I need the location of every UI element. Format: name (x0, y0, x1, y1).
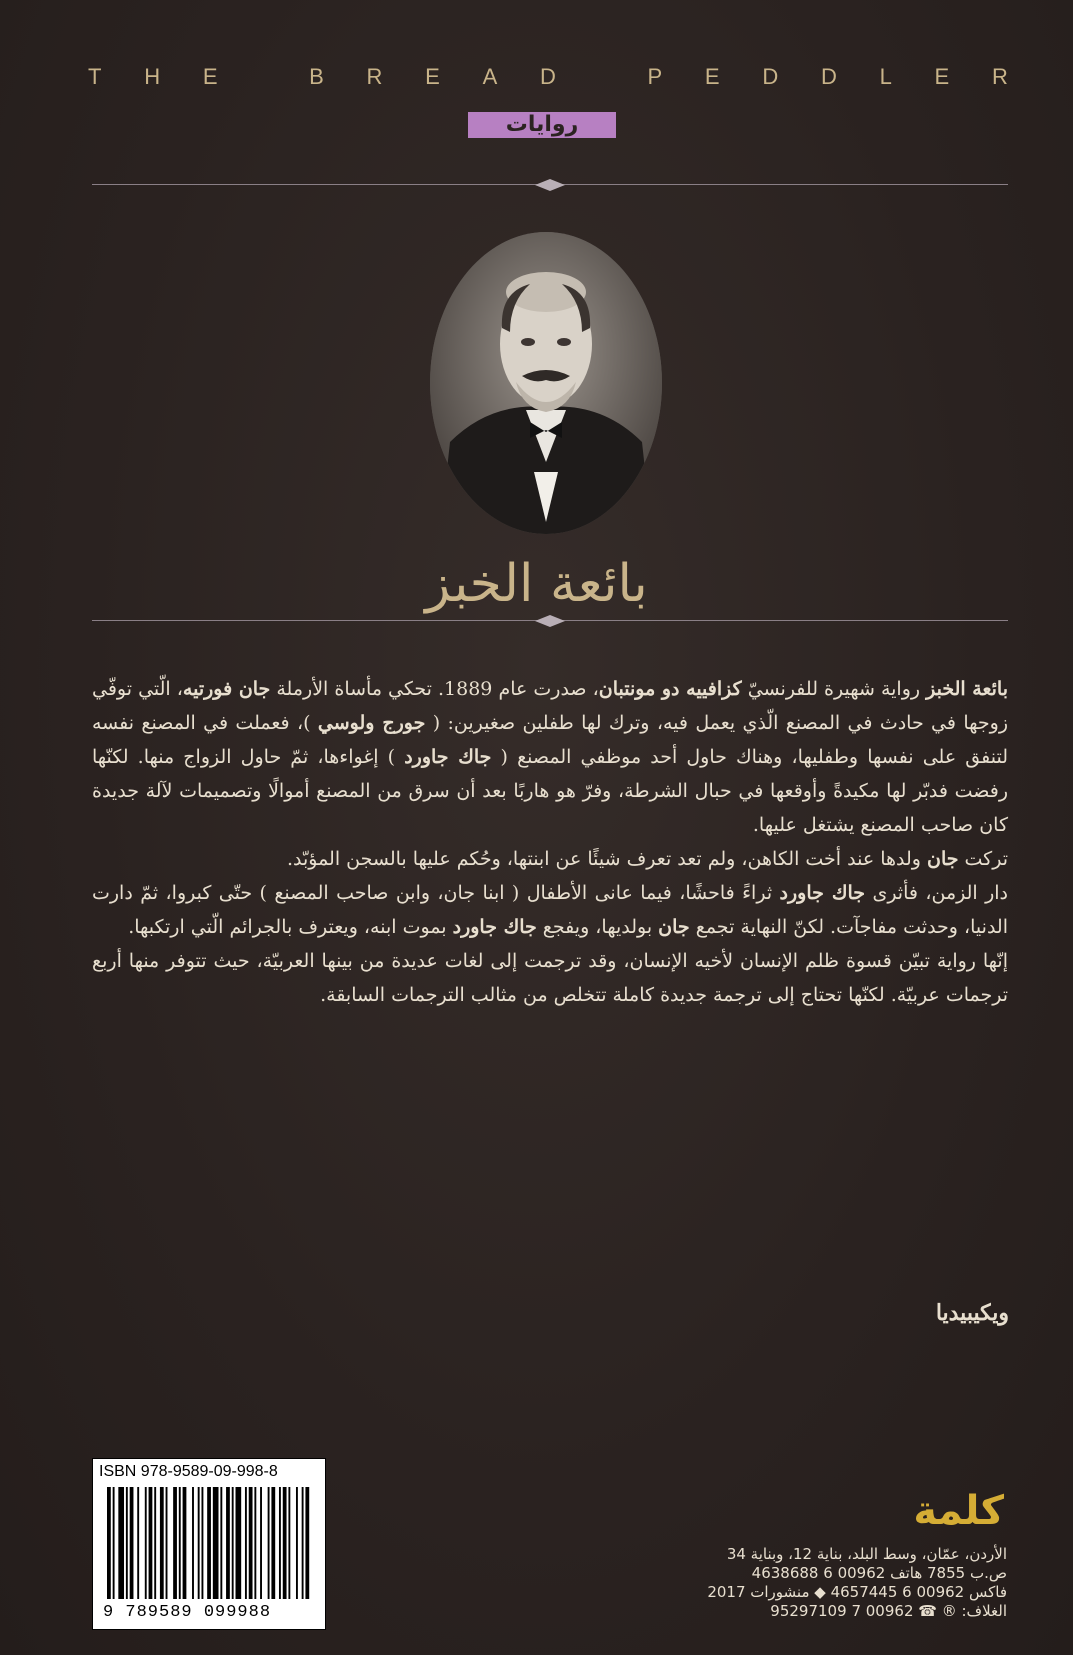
barcode-bar (305, 1487, 309, 1599)
isbn-barcode (92, 1458, 326, 1630)
text-run: ، صدرت عام 1889. تحكي مأساة الأرملة (270, 678, 599, 700)
title-letter: E (202, 64, 218, 89)
highlighted-name: جان فورتيه (182, 678, 271, 700)
text-run: بموت ابنه، ويعترف بالجرائم الّتي ارتكبها. (128, 916, 453, 938)
top-divider (92, 178, 1008, 192)
barcode-bar (198, 1487, 200, 1599)
title-letter: A (482, 64, 498, 89)
title-letter: R (366, 64, 383, 89)
barcode-bar (130, 1487, 134, 1599)
publisher-line: الأردن، عمّان، وسط البلد، بناية 12، وبناية 34 (726, 1545, 1007, 1563)
title-letter (599, 64, 605, 90)
publisher-logo: كلمة (913, 1488, 1004, 1534)
highlighted-name: جاك جاورد (779, 882, 866, 904)
title-letter: D (762, 64, 779, 89)
barcode-bar (201, 1487, 203, 1599)
text-run: ثراءً فاحشًا، فيما عانى الأطفال ( ابنا جان، وابن صاحب المصنع ) حتّى كبروا، ثمّ دارت الدنيا، وحدثت مفاجآت. لكنّ النهاية تجمع (92, 882, 1008, 938)
barcode-bar (220, 1487, 222, 1599)
barcode-bar (137, 1487, 139, 1599)
barcode-bar (260, 1487, 262, 1599)
barcode-bar (254, 1487, 256, 1599)
isbn-digits: 9 789589 099988 (103, 1603, 272, 1622)
barcode-bar (207, 1487, 211, 1599)
text-run: ، الّتي توفّي زوجها في حادث في المصنع الّذي يعمل فيه، وترك لها طفلين صغيرين: ( (92, 678, 1008, 734)
title-letter: E (704, 64, 720, 89)
barcode-icon (107, 1487, 313, 1599)
barcode-bar (107, 1487, 111, 1599)
title-letter (260, 64, 266, 90)
barcode-bar (296, 1487, 298, 1599)
barcode-bar (118, 1487, 124, 1599)
barcode-bar (249, 1487, 253, 1599)
barcode-bar (232, 1487, 234, 1599)
text-run: ) إغواءها، ثمّ حاول الزواج منها. لكنّها رفضت فدبّر لها مكيدةً وأوقعها في حبال الشرطة، وفرّ هو هاربًا بعد أن سرق من المصنع أموالًا وتصميمات لآلة جديدة كان صاحب المصنع يشتغل عليها. (92, 746, 1008, 836)
highlighted-name: بائعة الخبز (926, 678, 1009, 700)
highlighted-name: جاك جاورد (452, 916, 537, 938)
barcode-bar (268, 1487, 270, 1599)
barcode-bar (179, 1487, 181, 1599)
barcode-bar (226, 1487, 230, 1599)
english-title (88, 64, 1008, 90)
barcode-bar (279, 1487, 281, 1599)
diamond-ornament-icon (535, 179, 565, 191)
barcode-bar (288, 1487, 290, 1599)
publisher-info (627, 1545, 1007, 1621)
highlighted-name: جورج ولوسي (317, 712, 426, 734)
portrait-illustration-icon (430, 232, 662, 534)
title-letter: D (539, 64, 556, 89)
barcode-bar (302, 1487, 304, 1599)
blurb-paragraph-1 (92, 672, 1008, 842)
publisher-line: فاكس 00962 6 4657445 ◆ منشورات 2017 (707, 1583, 1007, 1601)
highlighted-name: جان (926, 848, 959, 870)
title-letter: B (309, 64, 324, 89)
title-letter: L (879, 64, 892, 89)
barcode-bar (160, 1487, 164, 1599)
text-run: ولدها عند أخت الكاهن، ولم تعد تعرف شيئًا عن ابنتها، وحُكم عليها بالسجن المؤبّد. (286, 848, 927, 870)
barcode-bar (154, 1487, 156, 1599)
isbn-label: ISBN 978-9589-09-998-8 (99, 1463, 278, 1480)
text-run: تركت (958, 848, 1008, 870)
barcode-bar (113, 1487, 115, 1599)
arabic-book-title: بائعة الخبز (425, 554, 648, 614)
blurb-paragraph-3 (92, 876, 1008, 944)
barcode-bar (145, 1487, 147, 1599)
highlighted-name: كزافييه دو مونتبان (598, 678, 742, 700)
publisher-line: الغلاف: ® ☎ 00962 7 95297109 (770, 1602, 1007, 1620)
barcode-bar (283, 1487, 287, 1599)
blurb-paragraph-4 (92, 944, 1008, 1012)
title-letter: E (934, 64, 950, 89)
author-portrait (430, 232, 662, 534)
barcode-bar (126, 1487, 128, 1599)
barcode-bar (271, 1487, 275, 1599)
title-letter: R (991, 64, 1008, 89)
text-run: )، فعملت في المصنع نفسه لتنفق على نفسها وطفليها، وهناك حاول أحد موظفي المصنع ( (92, 712, 1008, 768)
barcode-bar (236, 1487, 242, 1599)
highlighted-name: جاك جاورد (404, 746, 492, 768)
blurb (92, 672, 1008, 1012)
text-run: رواية شهيرة للفرنسيّ (741, 678, 927, 700)
blurb-paragraph-2 (92, 842, 1008, 876)
middle-divider (92, 614, 1008, 628)
barcode-bar (173, 1487, 177, 1599)
title-letter: P (647, 64, 663, 89)
barcode-bar (192, 1487, 194, 1599)
title-letter: E (425, 64, 440, 89)
title-letter: D (820, 64, 837, 89)
series-badge: روايات (468, 112, 616, 138)
highlighted-name: جان (658, 916, 690, 938)
barcode-bar (149, 1487, 153, 1599)
barcode-bar (183, 1487, 187, 1599)
text-run: بولديها، ويفجع (536, 916, 659, 938)
publisher-line: ص.ب 7855 هاتف 00962 6 4638688 (751, 1564, 1007, 1582)
title-letter: T (88, 64, 102, 89)
title-letter: H (144, 64, 161, 89)
text-run: دار الزمن، فأثرى (865, 882, 1009, 904)
blurb-source: ويكيبيديا (935, 1300, 1009, 1326)
diamond-ornament-icon (535, 615, 565, 627)
barcode-bar (245, 1487, 247, 1599)
text-run: إنّها رواية تبيّن قسوة ظلم الإنسان لأخيه الإنسان، وقد ترجمت إلى لغات عديدة من بينها العربيّة، حيث تتوفر منها أربع ترجمات عربيّة. لكنّها تحتاج إلى ترجمة جديدة كاملة تتخلص من مثالب الترجمات السابقة. (92, 950, 1008, 1006)
barcode-bar (166, 1487, 168, 1599)
barcode-bar (213, 1487, 219, 1599)
